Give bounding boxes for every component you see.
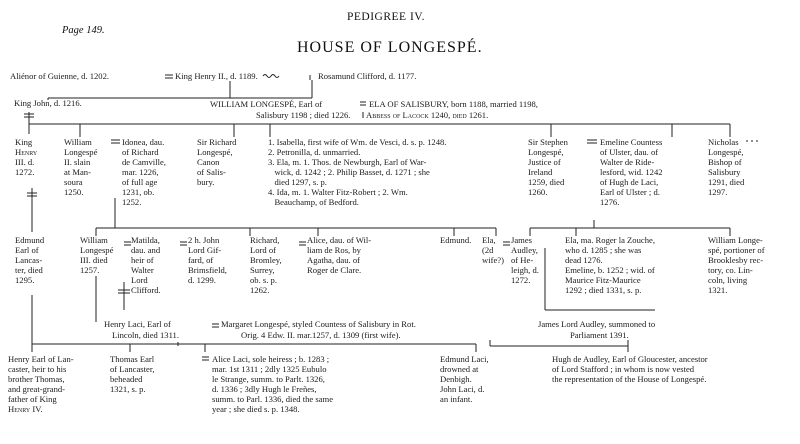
matilda-l4: Walter [131,265,154,275]
nicholas-l5: 1291, died [708,177,745,187]
alice-laci-l6: year ; she died s. p. 1348. [212,404,300,414]
daughters-l5: died 1297, s. p. [268,177,327,187]
sir-richard-l4: of Salis- [197,167,226,177]
page-title: HOUSE OF LONGESPÉ. [297,39,483,56]
john-laci-l2: an infant. [440,394,473,404]
emeline-ulster-l4: lesford, wid. 1242 [600,167,663,177]
sir-stephen-longespe [528,137,568,197]
sir-stephen-l4: Ireland [528,167,553,177]
henry-lancaster-l4: and great-grand- [8,384,66,394]
henry-laci-line-2: Lincoln, died 1311. [112,330,179,340]
page-number: Page 149. [62,25,105,36]
richard-bromley-l5: ob. s. p. [250,275,277,285]
edmund-laci-l1: Edmund Laci, [440,354,489,364]
ela-of-salisbury-line-2: Abbess of Lacock 1240, died 1261. [366,110,489,120]
edmund-laci-l3: Denbigh. [440,374,472,384]
margaret-longespe-line-2: Orig. 4 Edw. II. mar.1257, d. 1309 (first wife). [241,330,401,340]
henry-iii-l2: Henry [15,147,38,157]
william-ii-l1: William [64,137,92,147]
james-audley-l1: James [511,235,533,245]
king-john: King John, d. 1216. [14,98,82,108]
alice-ros-l4: Roger de Clare. [307,265,362,275]
william-longespe-i-line-1: WILLIAM LONGESPÉ, Earl of [210,99,323,109]
pedigree-label: PEDIGREE IV. [347,11,425,23]
sir-richard-longespe [197,137,236,187]
sir-stephen-l3: Justice of [528,157,561,167]
sir-stephen-l6: 1260. [528,187,548,197]
henry-iii-l1: King [15,137,33,147]
henry-lancaster-l5: father of King [8,394,57,404]
sir-stephen-l5: 1259, died [528,177,565,187]
emeline-ulster-l7: 1276. [600,197,620,207]
giffard-l1: 2 h. John [188,235,220,245]
ela-la-zouche [565,235,655,295]
alice-ros-l3: Agatha, dau. of [307,255,360,265]
james-lord-audley-line-1: James Lord Audley, summoned to [538,319,656,329]
idonea-de-camville [122,137,166,207]
alice-laci-l4: d. 1336 ; 3dly Hugh le Freñes, [212,384,317,394]
idonea-l3: de Camville, [122,157,166,167]
alice-laci [212,354,333,414]
idonea-l2: of Richard [122,147,159,157]
william-brooklesby-l6: 1321. [708,285,728,295]
emeline-b-l1: Emeline, b. 1252 ; wid. of [565,265,655,275]
thomas-lancaster-l1: Thomas Earl [110,354,155,364]
william-iii-l1: William [80,235,108,245]
james-audley-l4: leigh, d. [511,265,539,275]
william-iii-l4: 1257. [80,265,100,275]
daughters-l7: Beauchamp, of Bedford. [268,197,359,207]
matilda-clifford [131,235,161,295]
matilda-l5: Lord [131,275,148,285]
richard-bromley-l3: Bromley, [250,255,282,265]
james-audley-l3: of He- [511,255,534,265]
daughters-l2: 2. Petronilla, d. unmarried. [268,147,361,157]
daughters-l4: wick, d. 1242 ; 2. Philip Basset, d. 1271 ; she [268,167,430,177]
idonea-l7: 1252. [122,197,142,207]
matilda-l2: dau. and [131,245,161,255]
ela-second-l1: Ela, [482,235,496,245]
henry-earl-of-lancaster [8,354,74,414]
giffard-l4: Brimsfield, [188,265,227,275]
henry-laci-line-1: Henry Laci, Earl of [104,319,171,329]
henry-lancaster-l2: caster, heir to his [8,364,67,374]
matilda-l1: Matilda, [131,235,160,245]
thomas-lancaster-l4: 1321, s. p. [110,384,146,394]
daughters-l3: 3. Ela, m. 1. Thos. de Newburgh, Earl of War- [268,157,427,167]
edmund: Edmund. [440,235,472,245]
alice-ros-l2: liam de Ros, by [307,245,361,255]
william-ii-l2: Longespé [64,147,98,157]
richard-lord-of-bromley [250,235,282,295]
hugh-audley-l1: Hugh de Audley, Earl of Gloucester, ancestor [552,354,708,364]
sir-richard-l5: bury. [197,177,215,187]
nicholas-l2: Longespé, [708,147,744,157]
henry-lancaster-l1: Henry Earl of Lan- [8,354,74,364]
edmund-lancaster-l2: Earl of [15,245,39,255]
thomas-lancaster-l2: of Lancaster, [110,364,155,374]
william-ii-l4: at Man- [64,167,91,177]
william-brooklesby-l4: tory, co. Lin- [708,265,753,275]
henry-lancaster-l6: Henry IV. [8,404,43,414]
alice-laci-l5: summ. to Parl. 1336, died the same [212,394,334,404]
daughters-l6: 4. Ida, m. 1. Walter Fitz-Robert ; 2. Wm. [268,187,408,197]
james-lord-audley-line-2: Parliament 1391. [570,330,629,340]
emeline-b-l2: Maurice Fitz-Maurice [565,275,641,285]
giffard-l2: Lord Gif- [188,245,222,255]
alice-de-ros [307,235,371,275]
william-iii-l3: III. died [80,255,108,265]
john-lord-giffard [188,235,227,285]
sir-richard-l3: Canon [197,157,220,167]
matilda-l3: heir of [131,255,154,265]
alice-ros-l1: Alice, dau. of Wil- [307,235,372,245]
king-henry-iii [15,137,37,177]
james-audley [511,235,539,285]
giffard-l3: fard, of [188,255,214,265]
sir-stephen-l1: Sir Stephen [528,137,568,147]
ela-zouche-l2: who d. 1285 ; she was [565,245,642,255]
richard-bromley-l2: Lord of [250,245,277,255]
sir-richard-l2: Longespé, [197,147,233,157]
ela-of-salisbury-line-1: ELA OF SALISBURY, born 1188, married 1198, [369,99,538,109]
rosamund-clifford: Rosamund Clifford, d. 1177. [318,71,417,81]
giffard-l5: d. 1299. [188,275,216,285]
emeline-countess-of-ulster [600,137,663,207]
sir-richard-l1: Sir Richard [197,137,237,147]
william-ii-l5: soura [64,177,83,187]
edmund-earl-of-lancaster [15,235,44,285]
hugh-audley-l3: the representation of the House of Longespé. [552,374,707,384]
ela-zouche-l3: dead 1276. [565,255,603,265]
richard-bromley-l4: Surrey, [250,265,275,275]
edmund-laci-l2: drowned at [440,364,479,374]
william-longespe-brooklesby [708,235,765,295]
nicholas-l1: Nicholas [708,137,739,147]
edmund-lancaster-l1: Edmund [15,235,45,245]
william-ii-l3: II. slain [64,157,91,167]
idonea-l4: mar. 1226, [122,167,159,177]
henry-lancaster-l3: brother Thomas, [8,374,65,384]
james-audley-l2: Audley, [511,245,538,255]
daughters-l1: 1. Isabella, first wife of Wm. de Vesci, d. s. p. 1248. [268,137,447,147]
nicholas-l3: Bishop of [708,157,742,167]
edmund-lancaster-l4: ter, died [15,265,43,275]
william-ii-l6: 1250. [64,187,84,197]
ela-second-l2: (2d [482,245,494,255]
richard-bromley-l1: Richard, [250,235,280,245]
ela-second-l3: wife?) [482,255,504,265]
margaret-longespe-line-1: Margaret Longespé, styled Countess of Salisbury in Rot. [221,319,416,329]
william-brooklesby-l3: Brooklesby rec- [708,255,764,265]
idonea-l1: Idonea, dau. [122,137,165,147]
william-brooklesby-l5: coln, living [708,275,748,285]
thomas-earl-of-lancaster [110,354,155,394]
nicholas-l6: 1297. [708,187,728,197]
idonea-l6: 1231, ob. [122,187,155,197]
nicholas-longespe [708,137,744,197]
james-audley-l5: 1272. [511,275,531,285]
edmund-lancaster-l5: 1295. [15,275,35,285]
alice-laci-l2: mar. 1st 1311 ; 2dly 1325 Eubulo [212,364,327,374]
william-brooklesby-l1: William Longe- [708,235,763,245]
ela-second-wife [482,235,504,265]
emeline-ulster-l5: of Hugh de Laci, [600,177,659,187]
alice-laci-l1: Alice Laci, sole heiress ; b. 1283 ; [212,354,330,364]
richard-bromley-l6: 1262. [250,285,270,295]
henry-iii-l4: 1272. [15,167,35,177]
emeline-ulster-l2: of Ulster, dau. of [600,147,659,157]
william-longespe-ii [64,137,97,197]
william-longespe-iii [80,235,113,275]
edmund-and-john-laci [440,354,489,404]
nicholas-l4: Salisbury [708,167,741,177]
william-brooklesby-l2: spé, portioner of [708,245,765,255]
william-longespe-i-line-2: Salisbury 1198 ; died 1226. [256,110,351,120]
alice-laci-l3: le Strange, summ. to Parlt. 1326, [212,374,325,384]
hugh-de-audley [552,354,708,384]
emeline-ulster-l1: Emeline Countess [600,137,663,147]
longespe-daughters [268,137,446,207]
henry-iii-l3: III. d. [15,157,35,167]
emeline-ulster-l6: Earl of Ulster ; d. [600,187,660,197]
emeline-b-l3: 1292 ; died 1331, s. p. [565,285,642,295]
alienor: Aliénor of Guienne, d. 1202. [10,71,110,81]
hugh-audley-l2: of Lord Stafford ; in whom is now vested [552,364,695,374]
john-laci-l1: John Laci, d. [440,384,485,394]
idonea-l5: of full age [122,177,158,187]
edmund-lancaster-l3: Lancas- [15,255,43,265]
henry-ii: King Henry II., d. 1189. [175,71,258,81]
william-iii-l2: Longespé [80,245,114,255]
sir-stephen-l2: Longespé, [528,147,564,157]
matilda-l6: Clifford. [131,285,161,295]
ela-zouche-l1: Ela, ma. Roger la Zouche, [565,235,655,245]
thomas-lancaster-l3: beheaded [110,374,143,384]
emeline-ulster-l3: Walter de Ride- [600,157,655,167]
